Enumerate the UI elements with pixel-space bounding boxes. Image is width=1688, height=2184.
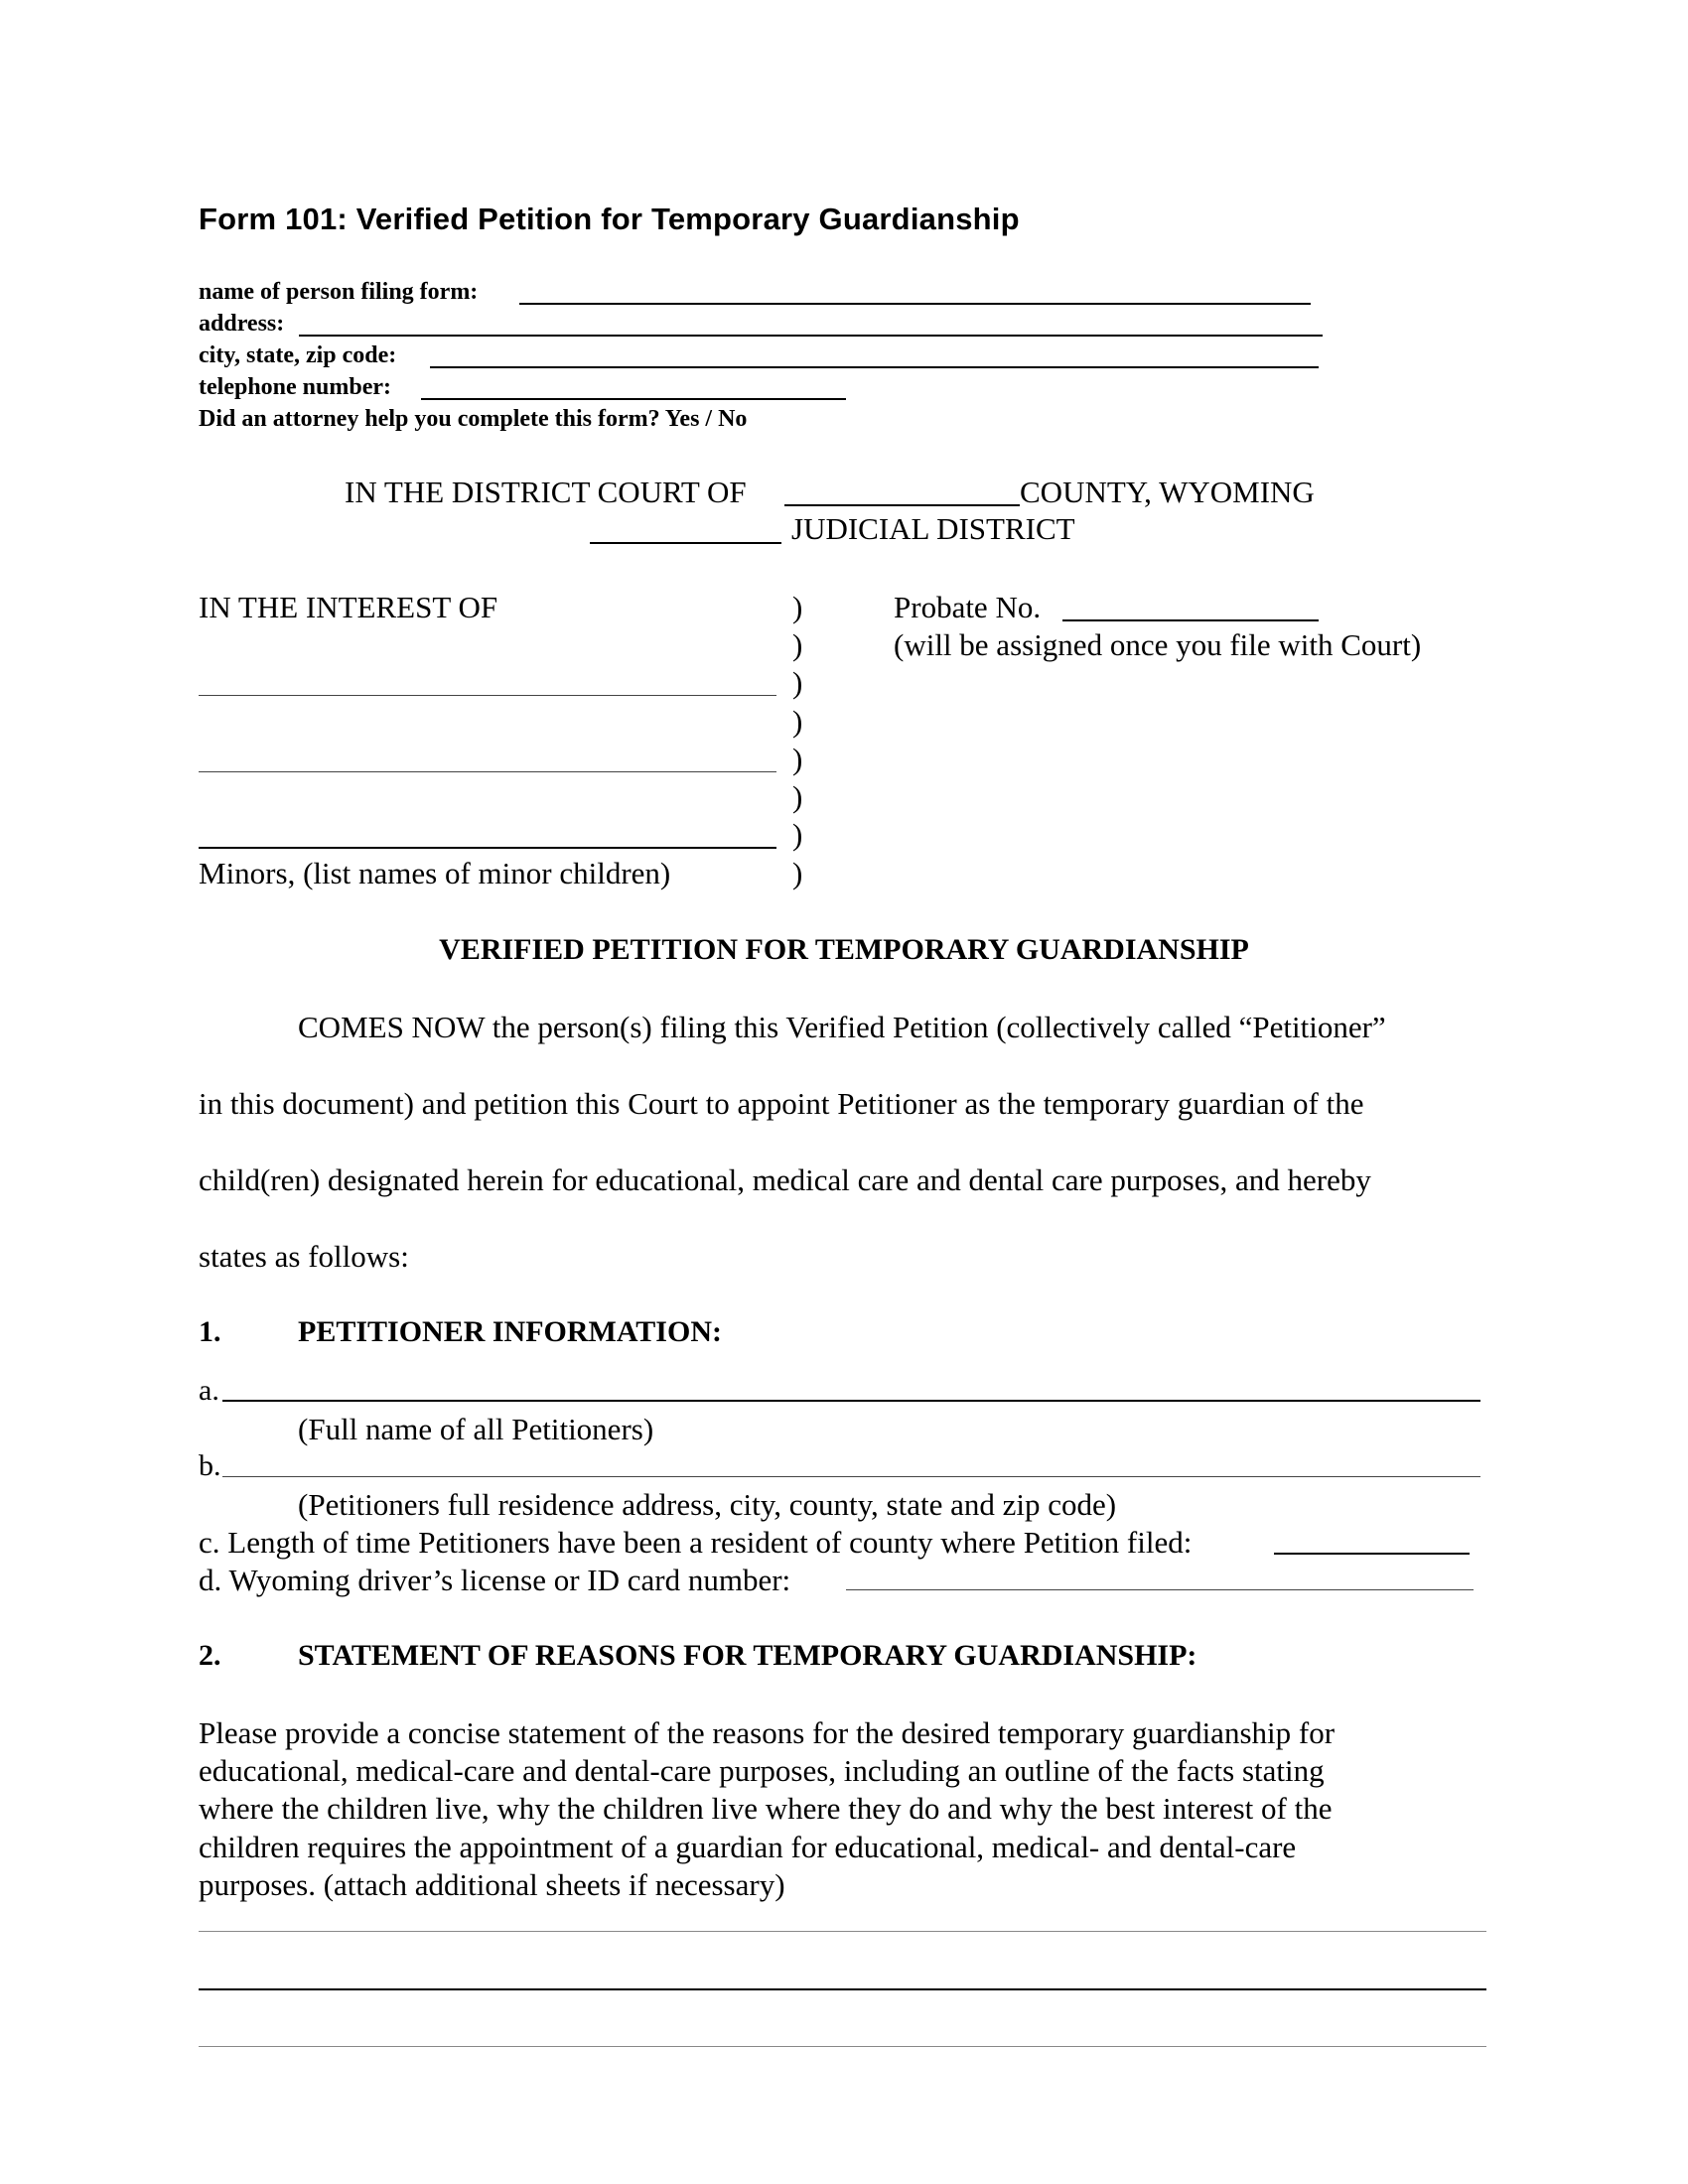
probate-note: (will be assigned once you file with Court)	[894, 627, 1422, 662]
intro-line: states as follows:	[199, 1239, 409, 1274]
intro-line: COMES NOW the person(s) filing this Verified Petition (collectively called “Petitioner”	[298, 1010, 1386, 1044]
address-label: address:	[199, 311, 285, 337]
caption-paren: )	[792, 779, 803, 814]
petitioner-names-field[interactable]	[222, 1400, 1480, 1402]
license-number-field[interactable]	[846, 1589, 1474, 1590]
court-district: JUDICIAL DISTRICT	[791, 511, 1075, 546]
section1-number: 1.	[199, 1315, 221, 1348]
reasons-field-line-3[interactable]	[199, 2046, 1486, 2047]
item-a-caption: (Full name of all Petitioners)	[298, 1412, 654, 1446]
section2-number: 2.	[199, 1639, 221, 1672]
section2-title: STATEMENT OF REASONS FOR TEMPORARY GUARDIANSHIP:	[298, 1639, 1197, 1672]
reasons-field-line-1[interactable]	[199, 1931, 1486, 1932]
minor-name-field-1[interactable]	[199, 695, 776, 696]
item-a-label: a.	[199, 1374, 219, 1407]
reasons-instructions-line: Please provide a concise statement of the reasons for the desired temporary guardianship for	[199, 1715, 1336, 1750]
petition-heading: VERIFIED PETITION FOR TEMPORARY GUARDIANSHIP	[439, 933, 1249, 966]
caption-paren: )	[792, 665, 803, 700]
caption-paren: )	[792, 742, 803, 776]
intro-line: child(ren) designated herein for educational, medical care and dental care purposes, and hereby	[199, 1162, 1371, 1197]
item-b-label: b.	[199, 1449, 221, 1482]
caption-paren: )	[792, 856, 803, 890]
caption-paren: )	[792, 627, 803, 662]
probate-number-field[interactable]	[1062, 619, 1319, 621]
telephone-field[interactable]	[421, 398, 846, 400]
minors-label: Minors, (list names of minor children)	[199, 856, 671, 890]
item-b-caption: (Petitioners full residence address, city, county, state and zip code)	[298, 1487, 1117, 1522]
city-state-zip-label: city, state, zip code:	[199, 342, 397, 368]
intro-line: in this document) and petition this Court to appoint Petitioner as the temporary guardian of the	[199, 1086, 1364, 1121]
item-c-label: c. Length of time Petitioners have been a resident of county where Petition filed:	[199, 1525, 1193, 1560]
item-d-label: d. Wyoming driver’s license or ID card number:	[199, 1563, 791, 1597]
reasons-field-line-2[interactable]	[199, 1988, 1486, 1990]
reasons-instructions-line: children requires the appointment of a guardian for educational, medical- and dental-care	[199, 1830, 1297, 1864]
section1-title: PETITIONER INFORMATION:	[298, 1315, 722, 1348]
court-county: COUNTY, WYOMING	[1020, 475, 1315, 509]
district-field[interactable]	[590, 542, 781, 544]
county-field[interactable]	[784, 504, 1020, 506]
petitioner-address-field[interactable]	[222, 1476, 1480, 1477]
interest-of-label: IN THE INTEREST OF	[199, 590, 498, 624]
form-title: Form 101: Verified Petition for Temporary Guardianship	[199, 202, 1020, 236]
telephone-label: telephone number:	[199, 374, 391, 400]
caption-paren: )	[792, 817, 803, 852]
court-prefix: IN THE DISTRICT COURT OF	[345, 475, 747, 509]
caption-paren: )	[792, 704, 803, 739]
reasons-instructions-line: where the children live, why the children live where they do and why the best interest of the	[199, 1791, 1333, 1826]
attorney-question: Did an attorney help you complete this form? Yes / No	[199, 406, 748, 432]
minor-name-field-3[interactable]	[199, 847, 776, 849]
probate-label: Probate No.	[894, 590, 1042, 624]
residency-length-field[interactable]	[1274, 1553, 1470, 1555]
name-field[interactable]	[519, 303, 1311, 305]
reasons-instructions-line: purposes. (attach additional sheets if necessary)	[199, 1867, 785, 1902]
minor-name-field-2[interactable]	[199, 771, 776, 772]
caption-paren: )	[792, 590, 803, 624]
reasons-instructions-line: educational, medical-care and dental-care purposes, including an outline of the facts stating	[199, 1753, 1325, 1788]
city-state-zip-field[interactable]	[430, 366, 1319, 368]
address-field[interactable]	[299, 335, 1323, 337]
name-label: name of person filing form:	[199, 279, 479, 305]
